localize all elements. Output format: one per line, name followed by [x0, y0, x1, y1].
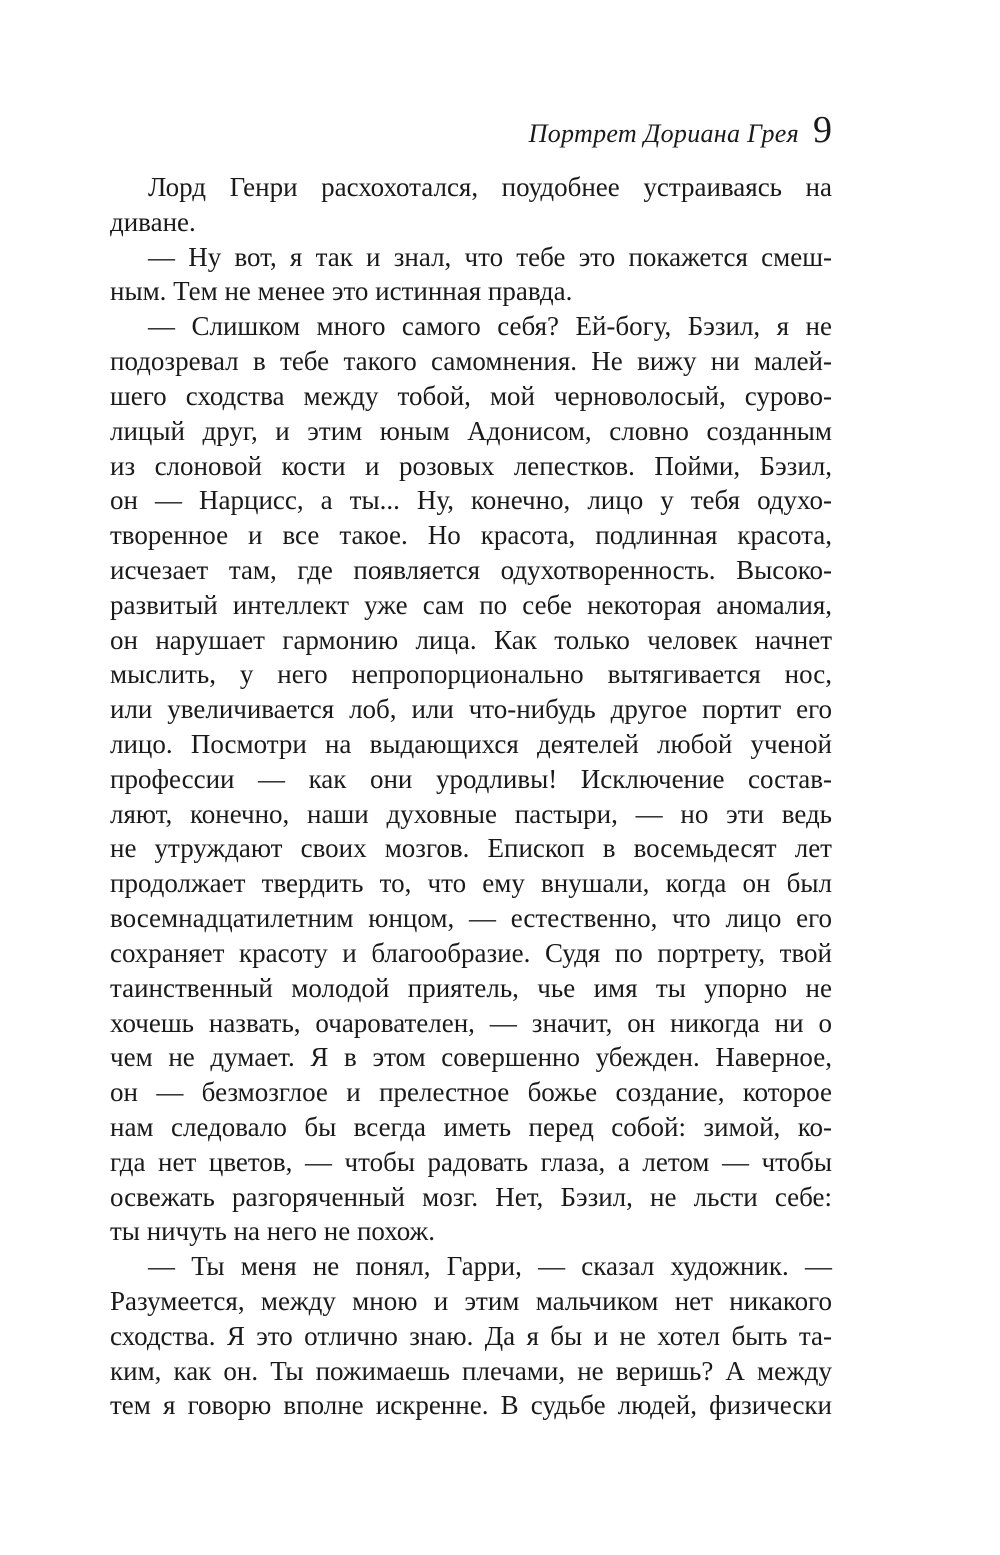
text-line: ным. Тем не менее это истинная правда.	[110, 276, 573, 307]
text-line: восемнадцатилетним юнцом, — естественно, что лицо его	[110, 903, 832, 934]
running-head	[529, 108, 832, 152]
text-line: не утруждают своих мозгов. Епископ в восемьдесят лет	[110, 833, 832, 864]
text-line: он — Нарцисс, а ты... Ну, конечно, лицо у тебя одухо-	[110, 485, 832, 516]
text-line: нам следовало бы всегда иметь перед собой: зимой, ко-	[110, 1111, 832, 1142]
text-line: диване.	[110, 206, 196, 237]
text-line: профессии — как они уродливы! Исключение состав-	[110, 763, 832, 794]
text-line: он — безмозглое и прелестное божье создание, которое	[110, 1077, 832, 1108]
text-line: гда нет цветов, — чтобы радовать глаза, а летом — чтобы	[110, 1146, 832, 1177]
text-line: тем я говорю вполне искренне. В судьбе людей, физически	[110, 1390, 832, 1421]
text-line: ляют, конечно, наши духовные пастыри, — но эти ведь	[110, 798, 832, 829]
paragraph	[110, 240, 832, 310]
page-number: 9	[813, 109, 832, 151]
text-line: творенное и все такое. Но красота, подлинная красота,	[110, 520, 832, 551]
text-line: — Ты меня не понял, Гарри, — сказал художник. —	[148, 1251, 832, 1282]
text-line: развитый интеллект уже сам по себе некоторая аномалия,	[110, 589, 832, 620]
text-line: — Слишком много самого себя? Ей-богу, Бэзил, я не	[148, 311, 832, 342]
text-line: подозревал в тебе такого самомнения. Не вижу ни малей-	[110, 346, 832, 377]
text-line: сходства. Я это отлично знаю. Да я бы и не хотел быть та-	[110, 1320, 832, 1351]
text-line: чем не думает. Я в этом совершенно убежден. Наверное,	[110, 1042, 832, 1073]
text-line: или увеличивается лоб, или что-нибудь другое портит его	[110, 694, 832, 725]
text-line: исчезает там, где появляется одухотворенность. Высоко-	[110, 554, 832, 585]
text-line: лицо. Посмотри на выдающихся деятелей любой ученой	[110, 729, 832, 759]
text-line: он нарушает гармонию лица. Как только человек начнет	[110, 624, 832, 655]
text-line: из слоновой кости и розовых лепестков. Пойми, Бэзил,	[110, 450, 832, 481]
paragraph	[110, 1249, 832, 1423]
text-line: хочешь назвать, очарователен, — значит, он никогда ни о	[110, 1007, 832, 1038]
text-line: Разумеется, между мною и этим мальчиком нет никакого	[110, 1286, 832, 1316]
text-line: шего сходства между тобой, мой черноволосый, сурово-	[110, 380, 832, 411]
text-line: Лорд Генри расхохотался, поудобнее устраиваясь на	[148, 172, 832, 202]
text-line: мыслить, у него непропорционально вытягивается нос,	[110, 659, 832, 690]
body-text	[110, 170, 832, 1423]
text-line: ким, как он. Ты пожимаешь плечами, не веришь? А между	[110, 1355, 832, 1386]
running-title: Портрет Дориана Грея	[528, 119, 799, 148]
text-line: продолжает твердить то, что ему внушали, когда он был	[110, 868, 832, 899]
text-line: освежать разгоряченный мозг. Нет, Бэзил, не льсти себе:	[110, 1181, 832, 1212]
text-line: лицый друг, и этим юным Адонисом, словно созданным	[110, 415, 832, 446]
text-line: ты ничуть на него не похож.	[110, 1216, 435, 1247]
paragraph	[110, 170, 832, 240]
text-line: сохраняет красоту и благообразие. Судя по портрету, твой	[110, 937, 832, 968]
text-line: таинственный молодой приятель, чье имя ты упорно не	[110, 972, 832, 1003]
paragraph	[110, 309, 832, 1249]
text-line: — Ну вот, я так и знал, что тебе это покажется смеш-	[148, 241, 832, 272]
